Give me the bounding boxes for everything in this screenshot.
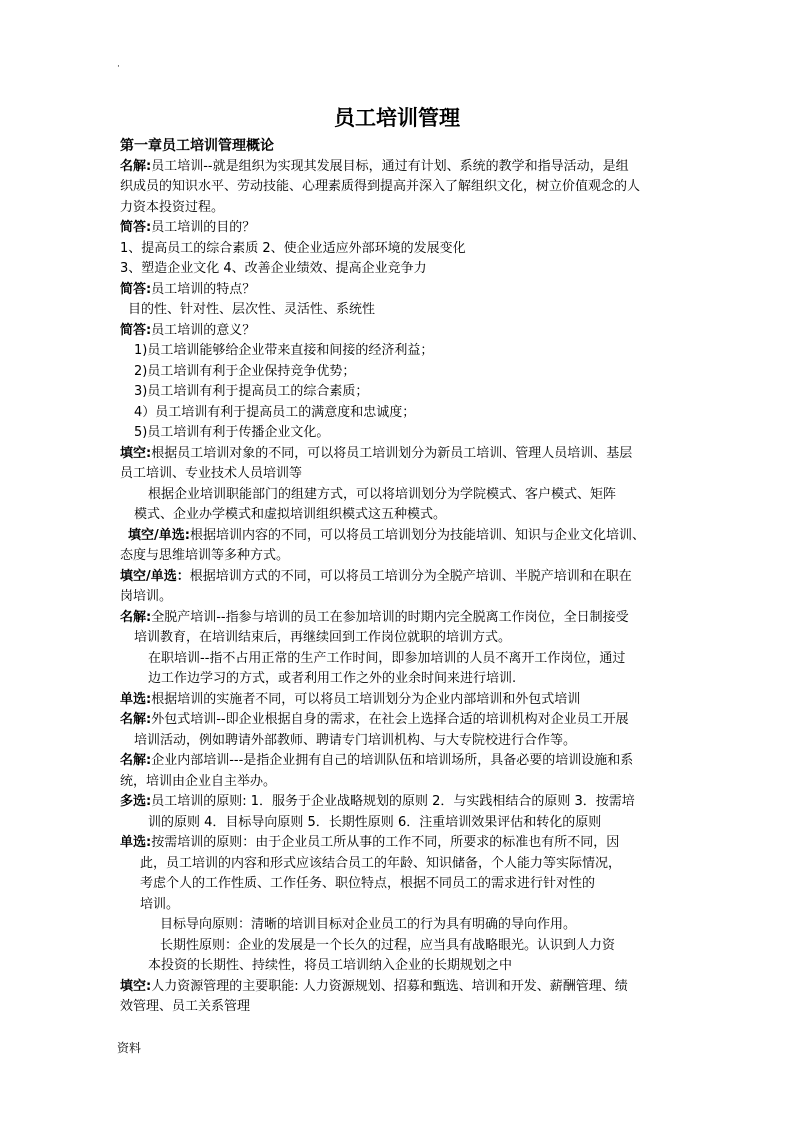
line-text: 态度与思维培训等多种方式。 xyxy=(120,548,290,563)
text-line xyxy=(120,915,678,936)
text-line xyxy=(120,423,678,444)
question-type-label: 名解: xyxy=(120,158,152,174)
text-line xyxy=(120,936,678,957)
question-type-label: 填空/单选: xyxy=(128,527,190,543)
line-text: 统，培训由企业自主举办。 xyxy=(120,773,277,789)
text-line xyxy=(120,813,678,834)
line-text: 3、塑造企业文化 4、改善企业绩效、提高企业竞争力 xyxy=(120,261,427,276)
text-line xyxy=(120,485,678,506)
text-line xyxy=(120,854,678,875)
line-text: 根据培训的实施者不同，可以将员工培训划分为企业内部培训和外包式培训 xyxy=(151,691,581,707)
line-text: 4）员工培训有利于提高员工的满意度和忠诚度； xyxy=(134,404,416,420)
text-line xyxy=(120,546,678,567)
line-text: 根据企业培训职能部门的组建方式，可以将培训划分为学院模式、客户模式、矩阵 xyxy=(148,486,617,502)
text-line xyxy=(120,731,678,752)
line-text: 员工培训的特点？ xyxy=(151,281,256,297)
text-line xyxy=(120,157,678,178)
line-text: 效管理、员工关系管理 xyxy=(120,999,251,1014)
line-text: 模式、企业办学模式和虚拟培训组织模式这五种模式。 xyxy=(134,507,447,522)
line-text: 全脱产培训--指参与培训的员工在参加培训的时期内完全脱离工作岗位，全日制接受 xyxy=(151,609,629,625)
line-text: 3)员工培训有利于提高员工的综合素质； xyxy=(134,384,369,399)
question-type-label: 多选: xyxy=(120,794,152,809)
text-line xyxy=(120,444,678,465)
question-type-label: 填空/单选： xyxy=(120,568,190,584)
line-text: 训的原则 4．目标导向原则 5．长期性原则 6．注重培训效果评估和转化的原则 xyxy=(148,814,602,830)
text-line xyxy=(120,997,678,1018)
question-type-label: 简答: xyxy=(120,322,152,338)
question-type-label: 简答: xyxy=(120,281,152,297)
text-line xyxy=(120,751,678,772)
line-text: 目标导向原则：清晰的培训目标对企业员工的行为具有明确的导向作用。 xyxy=(160,917,577,932)
line-text: 员工培训的意义？ xyxy=(151,322,256,338)
text-line xyxy=(120,567,678,588)
text-line xyxy=(120,177,678,198)
line-text: 人力资源管理的主要职能: 人力资源规划、招募和甄选、培训和开发、薪酬管理、绩 xyxy=(151,978,628,994)
text-line xyxy=(120,895,678,916)
text-line xyxy=(120,464,678,485)
line-text: 长期性原则：企业的发展是一个长久的过程，应当具有战略眼光。认识到人力资 xyxy=(160,937,616,953)
text-line xyxy=(120,300,678,321)
line-text: 力资本投资过程。 xyxy=(120,199,225,215)
text-line xyxy=(120,690,678,711)
text-line xyxy=(120,772,678,793)
line-text: 员工培训--就是组织为实现其发展目标，通过有计划、系统的教学和指导活动，是组 xyxy=(151,158,629,174)
text-line xyxy=(120,382,678,403)
question-type-label: 填空: xyxy=(120,445,152,461)
text-line xyxy=(120,874,678,895)
text-line xyxy=(120,669,678,690)
line-text: 2)员工培训有利于企业保持竞争优势； xyxy=(134,363,356,379)
text-line xyxy=(120,608,678,629)
line-text: 培训。 xyxy=(140,896,180,912)
text-line xyxy=(120,628,678,649)
page-title: 员工培训管理 xyxy=(334,105,460,130)
question-type-label: 简答: xyxy=(120,220,152,235)
text-line xyxy=(120,505,678,526)
text-line xyxy=(120,977,678,998)
line-text: 考虑个人的工作性质、工作任务、职位特点，根据不同员工的需求进行针对性的 xyxy=(140,876,596,891)
text-line xyxy=(120,710,678,731)
line-text: 培训教育，在培训结束后，再继续回到工作岗位就职的培训方式。 xyxy=(134,630,512,645)
text-line xyxy=(120,280,678,301)
body-lines xyxy=(120,157,678,1018)
text-line xyxy=(120,239,678,260)
text-line xyxy=(120,198,678,219)
line-text: 边工作边学习的方式，或者利用工作之外的业余时间来进行培训. xyxy=(148,671,517,686)
line-text: 本投资的长期性、持续性，将员工培训纳入企业的长期规划之中 xyxy=(148,958,513,973)
text-line xyxy=(120,218,678,239)
text-line xyxy=(120,526,678,547)
line-text: 员工培训的原则: 1．服务于企业战略规划的原则 2．与实践相结合的原则 3．按需培 xyxy=(151,794,635,809)
text-line xyxy=(120,956,678,977)
line-text: 岗培训。 xyxy=(120,589,173,604)
text-line xyxy=(120,833,678,854)
line-text: 培训活动，例如聘请外部教师、聘请专门培训机构、与大专院校进行合作等。 xyxy=(134,732,577,748)
text-line xyxy=(120,403,678,424)
line-text: 1)员工培训能够给企业带来直接和间接的经济利益； xyxy=(134,343,434,358)
line-text: 根据培训内容的不同，可以将员工培训划分为技能培训、知识与企业文化培训、 xyxy=(189,527,645,543)
question-type-label: 单选: xyxy=(120,691,152,707)
question-type-label: 名解: xyxy=(120,712,152,727)
line-text: 员工培训的目的？ xyxy=(151,220,256,235)
line-text: 根据培训方式的不同，可以将员工培训分为全脱产培训、半脱产培训和在职在 xyxy=(189,568,632,584)
line-text: 企业内部培训---是指企业拥有自己的培训队伍和培训场所，具备必要的培训设施和系 xyxy=(151,753,634,768)
text-line xyxy=(120,341,678,362)
line-text: 员工培训、专业技术人员培训等 xyxy=(120,466,303,481)
text-line xyxy=(120,321,678,342)
line-text: 织成员的知识水平、劳动技能、心理素质得到提高并深入了解组织文化，树立价值观念的人 xyxy=(120,179,641,194)
line-text: 根据员工培训对象的不同，可以将员工培训划分为新员工培训、管理人员培训、基层 xyxy=(151,445,633,461)
footer-label: 资料 xyxy=(117,1041,142,1055)
line-text: 外包式培训--即企业根据自身的需求，在社会上选择合适的培训机构对企业员工开展 xyxy=(151,712,629,727)
question-type-label: 名解: xyxy=(120,753,152,768)
text-line xyxy=(120,587,678,608)
line-text: 1、提高员工的综合素质 2、使企业适应外部环境的发展变化 xyxy=(120,240,466,256)
text-line xyxy=(120,362,678,383)
text-line xyxy=(120,792,678,813)
question-type-label: 填空: xyxy=(120,978,152,994)
line-text: 5)员工培训有利于传播企业文化。 xyxy=(134,425,330,440)
chapter-heading: 第一章员工培训管理概论 xyxy=(120,138,274,154)
header-mark: · xyxy=(117,62,120,72)
question-type-label: 单选: xyxy=(120,835,152,850)
document-body xyxy=(120,136,678,1018)
text-line xyxy=(120,259,678,280)
line-text: 按需培训的原则：由于企业员工所从事的工作不同，所要求的标准也有所不同，因 xyxy=(151,835,620,850)
line-text: 在职培训--指不占用正常的生产工作时间，即参加培训的人员不离开工作岗位，通过 xyxy=(148,650,626,666)
question-type-label: 名解: xyxy=(120,609,152,625)
line-text: 目的性、针对性、层次性、灵活性、系统性 xyxy=(128,302,376,317)
text-line xyxy=(120,649,678,670)
line-text: 此，员工培训的内容和形式应该结合员工的年龄、知识储备，个人能力等实际情况， xyxy=(140,855,622,871)
